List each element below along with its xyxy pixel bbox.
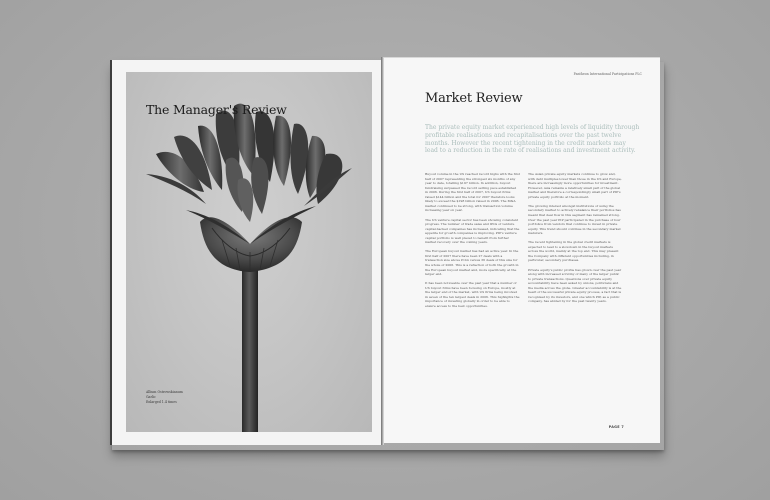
- flower-illustration: [126, 72, 372, 432]
- caption-species: Allium Ostrowskianum: [146, 390, 183, 394]
- running-header: Pantheon International Participations PLC: [573, 72, 642, 76]
- body-paragraph: The growing interest amongst institutions of using the secondary market to actively rebalance their portfolios has meant that deal flow in this segment has remained strong. Over the past year PIP participated in the purchase of four portfolios from vendors that continue to invest in private equity. This trend should continue in the secondary market maturers.: [528, 203, 621, 236]
- right-page-title: Market Review: [425, 91, 523, 106]
- flower-photograph: [126, 72, 372, 432]
- body-paragraph: Private equity's public profile has grown over the past year along with increased scrutiny of many of the larger public to private transactions. Questions over private equity accountability have been asked by unions, politicians and the media across the globe. Greater accountability is at the heart of the successful private equity process, a fact that is recognised by its investors, and one which PIP, as a public company, has abided by for the past twenty years.: [528, 267, 622, 304]
- left-page-title: The Manager's Review: [146, 102, 287, 117]
- body-paragraph: The Asian private equity markets continue to grow and, with debt multiples lower than those in the US and Europe, there are increasingly more opportunities for investment. However, Asia remains a relatively small part of the global market and therefore a correspondingly small part of PIP's private equity portfolio at the moment.: [528, 172, 622, 199]
- body-column-2: [528, 172, 623, 309]
- page-number: PAGE 7: [608, 425, 624, 429]
- spine-gutter: [381, 57, 384, 445]
- body-paragraph: It has been noticeable over the past year that a number of US buyout firms have been focusing on Europe, mostly at the larger end of the market, with US firms being involved in seven of the ten largest deals in 2006. This highlights the importance of investing globally in order to be able to ensure access to the best opportunities.: [425, 281, 520, 308]
- left-page: [110, 60, 383, 445]
- body-paragraph: The recent tightening in the global credit markets is expected to lead to a slowdown in the buyout markets across the world, mainly at the top end. This may present the Company with different opportunities including, in particular, secondary purchases.: [528, 240, 619, 263]
- body-paragraph: The European buyout market has had an active year. In the first half of 2007 there have been 27 deals with a transaction size above €1bn versus 36 deals of this size for the whole of 2006. This is a reflection of both the growth in the European buyout market and, more specifically, at the larger end.: [425, 249, 519, 277]
- body-column-1: [425, 172, 520, 313]
- lede-paragraph: The private equity market experienced high levels of liquidity through profitable realisations and recapitalisations over the past twelve months. However the recent tightening in the credit markets may lead to a reduction in the rate of realisations and investment activity.: [425, 124, 640, 155]
- caption-magnification: Enlarged 1.4 times: [146, 400, 177, 404]
- photo-caption: [146, 390, 183, 405]
- body-paragraph: Buyout volume in the US reached record highs with the first half of 2007 representing the strongest six months of any year to date, totalling $197 billion. In addition, buyout fundraising surpassed the record setting pace established in 2006. During the first half of 2007, US buyout firms raised $144 billion and the total for 2007 therefore looks likely to exceed the $198 billion raised in 2006. The M&A market continued to be strong, with transaction volume increasing year on year.: [425, 172, 520, 213]
- body-paragraph: The US venture capital sector has been showing consistent progress. The number of trade sales and IPOs of venture capital-backed companies has increased, indicating that the appetite for growth companies is improving. PIP's venture capital portfolio is well placed to benefit from further market recovery over the coming years.: [425, 217, 520, 245]
- right-page: [383, 57, 660, 443]
- caption-common-name: Garlic: [146, 395, 156, 399]
